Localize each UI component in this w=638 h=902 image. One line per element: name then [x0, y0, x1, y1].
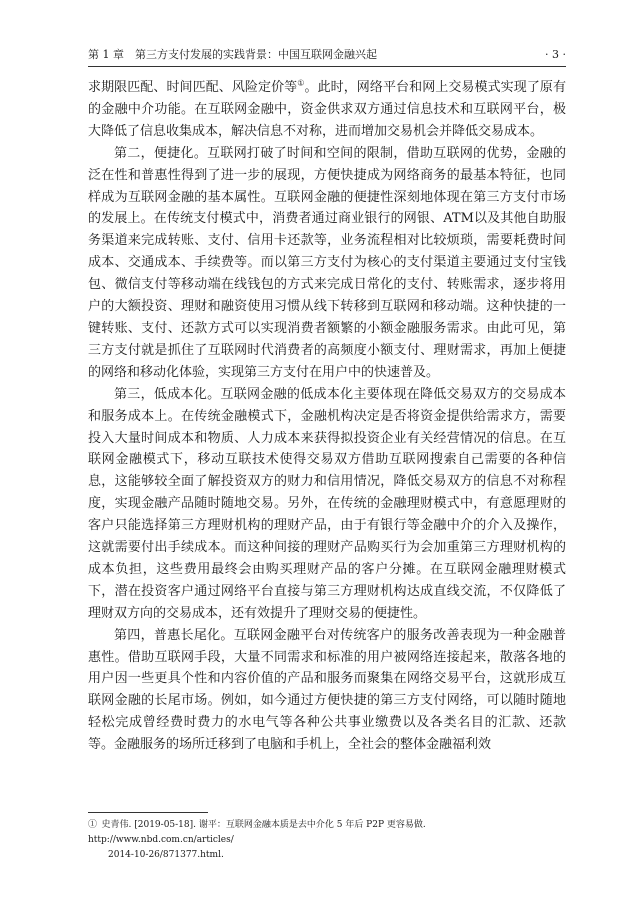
paragraph-1-text: 求期限匹配、时间匹配、风险定价等	[88, 80, 298, 95]
paragraph-3: 第三，低成本化。互联网金融的低成本化主要体现在降低交易双方的交易成本和服务成本上。在传统金融模式下，金融机构决定是否将资金提供给需求方，需要投入大量时间成本和物质、人力成本来获得拟投资企业有关经营情况的信息。在互联网金融模式下，移动互联技术使得交易双方借助互联网搜索自己需要的各种信息，这能够较全面了解投资双方的财力和信用情况，降低交易双方的信息不对称程度，实现金融产品随时随地交易。另外，在传统的金融理财模式中，有意愿理财的客户只能选择第三方理财机构的理财产品，由于有银行等金融中介的介入及操作，这就需要付出手续成本。而这种间接的理财产品购买行为会加重第三方理财机构的成本负担，这些费用最终会由购买理财产品的客户分摊。在互联网金融理财模式下，潜在投资客户通过网络平台直接与第三方理财机构达成直线交流，不仅降低了理财双方向的交易成本，还有效提升了理财交易的便捷性。	[88, 386, 566, 621]
paragraph-1-text-cont: 。此时，网络平台和网上交易模式实现了原有的金融中介功能。在互联网金融中，资金供求双方通过信息技术和互联网平台，极大降低了信息收集成本，解决信息不对称，进而增加交易机会并降低交易成本。	[88, 80, 566, 139]
footnote-text: 史青伟. [2019-05-18]. 谢平：互联网金融本质是去中介化 5 年后 P2P 更容易做. http://www.nbd.com.cn/articles/	[88, 820, 426, 845]
paragraph-4: 第四，普惠长尾化。互联网金融平台对传统客户的服务改善表现为一种金融普惠性。借助互联网手段，大量不同需求和标准的用户被网络连接起来，散落各地的用户因一些更具个性和内容价值的产品和服务而聚集在网络交易平台，这就形成互联网金融的长尾市场。例如，如今通过方便快捷的第三方支付网络，可以随时随地轻松完成曾经费时费力的水电气等各种公共事业缴费以及各类名目的汇款、还款等。金融服务的场所迁移到了电脑和手机上，全社会的整体金融福利效	[88, 627, 566, 753]
paragraph-2: 第二，便捷化。互联网打破了时间和空间的限制，借助互联网的优势，金融的泛在性和普惠性得到了进一步的展现，方便快捷成为网络商务的最基本特征，也同样成为互联网金融的基本属性。互联网金融的便捷性深刻地体现在第三方支付市场的发展上。在传统支付模式中，消费者通过商业银行的网银、ATM以及其他自助服务渠道来完成转账、支付、信用卡还款等，业务流程相对比较烦琐，需要耗费时间成本、交通成本、手续费等。而以第三方支付为核心的支付渠道主要通过支付宝钱包、微信支付等移动端在线钱包的方式来完成日常化的支付、转账需求，逐步将用户的大额投资、理财和融资使用习惯从线下转移到互联网和移动端。这种快捷的一键转账、支付、还款方式可以实现消费者额繁的小额金融服务需求。由此可见，第三方支付就是抓住了互联网时代消费者的高频度小额支付、理财需求，再加上便捷的网络和移动化体验，实现第三方支付在用户中的快速普及。	[88, 145, 566, 380]
footnote-line-2: 2014-10-26/871377.html.	[108, 850, 224, 860]
footnote-ref[interactable]: ①	[297, 78, 305, 88]
chapter-label: 第 1 章	[88, 48, 124, 61]
paragraph-1	[88, 77, 566, 143]
footnote-line-1	[88, 818, 566, 848]
footnote	[88, 818, 566, 863]
footnote-marker: ①	[88, 820, 98, 830]
running-header	[88, 46, 566, 64]
header-rule	[88, 66, 566, 67]
page-number: · 3 ·	[545, 48, 566, 61]
chapter-title: 第三方支付发展的实践背景：中国互联网金融兴起	[135, 48, 377, 61]
footnote-rule	[88, 812, 208, 813]
header-left	[88, 46, 377, 64]
body-text	[88, 77, 566, 756]
